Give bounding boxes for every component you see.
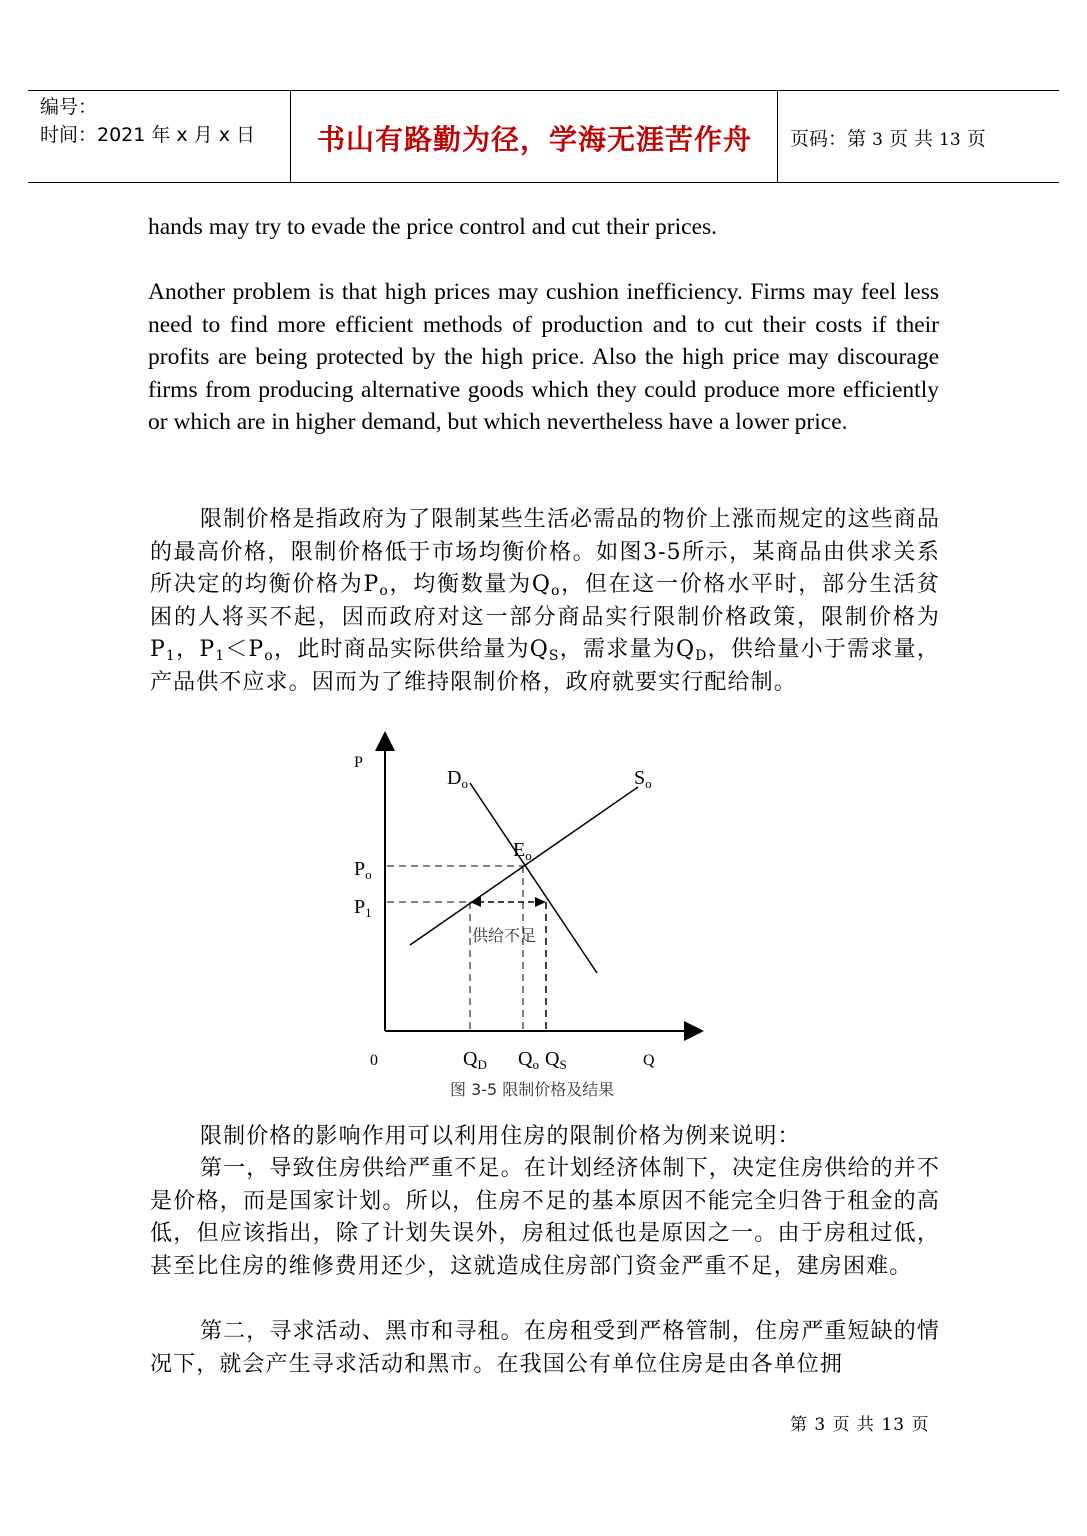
shortage-arrow-left (470, 897, 481, 907)
document-time: 时间：2021 年 x 月 x 日 (40, 124, 256, 146)
header-motto: 书山有路勤为径，学海无涯苦作舟 (316, 123, 752, 156)
header-top-rule (28, 90, 1059, 91)
chinese-intro-paragraph: 限制价格是指政府为了限制某些生活必需品的物价上涨而规定的这些商品的最高价格，限制价格低于市场均衡价格。如图3-5所示，某商品由供求关系所决定的均衡价格为$P_o$，均衡数量为$Q_o$，但在这一价格水平时，部分生活贫困的人将买不起，因而政府对这一部分商品实行限制价格政策，限制价格为$P_1$，$P_1<P_o$，此时商品实际供给量为$Q_S$，需求量为$Q_D$，供给量小于需求量，产品供不应求。因而为了维持限制价格，政府就要实行配给制。 (150, 507, 940, 695)
document-number-label: 编号： (40, 96, 98, 118)
page-prefix: 页码：第 (790, 128, 867, 150)
header-meta (40, 93, 255, 149)
page-total: 13 (939, 130, 961, 150)
qd-label: $Q_D$ (463, 1048, 487, 1072)
chinese-paragraph-1: 限制价格的影响作用可以利用住房的限制价格为例来说明： (200, 1124, 801, 1149)
chinese-paragraph-3: 第二，寻求活动、黑市和寻租。在房租受到严格管制，住房严重短缺的情况下，就会产生寻求活动和黑市。在我国公有单位住房是由各单位拥 (150, 1319, 940, 1377)
shortage-label: 供给不足 (472, 926, 537, 945)
origin-label: 0 (370, 1052, 378, 1069)
chinese-paragraph-2: 第一，导致住房供给严重不足。在计划经济体制下，决定住房供给的并不是价格，而是国家计划。所以，住房不足的基本原因不能完全归咎于租金的高低，但应该指出，除了计划失误外，房租过低也是原因之一。由于房租过低，甚至比住房的维修费用还少，这就造成住房部门资金严重不足，建房困难。 (150, 1156, 940, 1279)
qs-label: $Q_S$ (545, 1048, 567, 1072)
header-bottom-rule (28, 182, 1059, 183)
supply-curve (410, 787, 638, 945)
english-paragraph-1: hands may try to evade the price control and cut their prices. (148, 214, 718, 240)
header-page-indicator (790, 124, 986, 151)
english-paragraph-2: Another problem is that high prices may cushion inefficiency. Firms may feel less need to find more efficient methods of production and to cut their costs if their profits are being protected by the high price. Also the high price may discourage firms from producing alternative goods which they could produce more efficiently or which are in higher demand, but which nevertheless have a lower price. (148, 279, 939, 435)
q0-label: $Q_o$ (518, 1048, 539, 1072)
page-mid: 页 共 (888, 128, 933, 150)
demand-label: $D_o$ (447, 767, 468, 791)
equilibrium-label: $E_o$ (513, 839, 532, 863)
x-axis-label: Q (643, 1052, 655, 1069)
p0-label: $P_o$ (354, 858, 372, 882)
shortage-arrow-right (535, 897, 546, 907)
supply-label: $S_o$ (634, 767, 652, 791)
p1-label: $P_1$ (354, 896, 372, 920)
page-current: 3 (872, 130, 883, 150)
price-ceiling-diagram (340, 725, 720, 1075)
y-axis-label: P (354, 754, 363, 771)
figure-caption: 图 3-5 限制价格及结果 (450, 1080, 615, 1099)
page-suffix: 页 (966, 128, 986, 150)
page-footer: 第 3 页 共 13 页 (790, 1415, 930, 1435)
